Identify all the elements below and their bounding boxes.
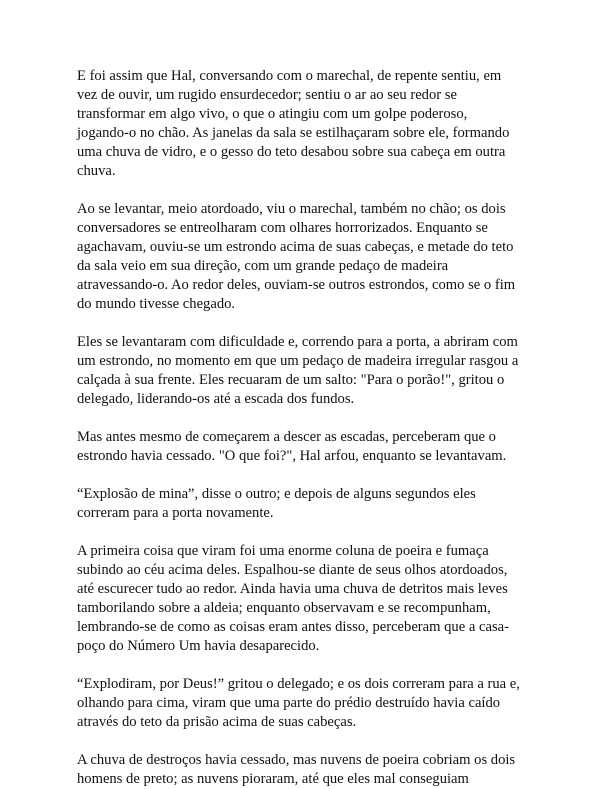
text-line: jogando-o no chão. As janelas da sala se estilhaçaram sobre ele, formando bbox=[77, 125, 510, 141]
text-line: uma chuva de vidro, e o gesso do teto desabou sobre sua cabeça em outra bbox=[77, 144, 506, 160]
paragraph-7 bbox=[77, 675, 523, 732]
text-line: transformar em algo vivo, o que o atingiu com um golpe poderoso, bbox=[77, 106, 468, 122]
text-line: Mas antes mesmo de começarem a descer as escadas, perceberam que o bbox=[77, 429, 496, 445]
text-line: poço do Número Um havia desaparecido. bbox=[77, 638, 320, 654]
paragraph-8 bbox=[77, 751, 523, 789]
text-line: A primeira coisa que viram foi uma enorme coluna de poeira e fumaça bbox=[77, 543, 489, 559]
text-line: até escurecer tudo ao redor. Ainda havia uma chuva de detritos mais leves bbox=[77, 581, 508, 597]
paragraph-3 bbox=[77, 333, 523, 409]
text-line: calçada à sua frente. Eles recuaram de um salto: "Para o porão!", gritou o bbox=[77, 372, 505, 388]
text-line: um estrondo, no momento em que um pedaço de madeira irregular rasgou a bbox=[77, 353, 519, 369]
text-line: correram para a porta novamente. bbox=[77, 505, 274, 521]
paragraph-2 bbox=[77, 200, 523, 314]
text-line: olhando para cima, viram que uma parte do prédio destruído havia caído bbox=[77, 695, 501, 711]
text-line: através do teto da prisão acima de suas cabeças. bbox=[77, 714, 357, 730]
text-line: delegado, liderando-os até a escada dos fundos. bbox=[77, 391, 355, 407]
text-line: “Explosão de mina”, disse o outro; e depois de alguns segundos eles bbox=[77, 486, 476, 502]
text-line: homens de preto; as nuvens pioraram, até que eles mal conseguiam bbox=[77, 771, 469, 787]
text-line: conversadores se entreolharam com olhares horrorizados. Enquanto se bbox=[77, 220, 488, 236]
paragraph-1 bbox=[77, 67, 523, 181]
text-line: vez de ouvir, um rugido ensurdecedor; sentiu o ar ao seu redor se bbox=[77, 87, 457, 103]
text-line: subindo ao céu acima deles. Espalhou-se diante de seus olhos atordoados, bbox=[77, 562, 508, 578]
text-line: atravessando-o. Ao redor deles, ouviam-se outros estrondos, como se o fim bbox=[77, 277, 516, 293]
text-line: da sala veio em sua direção, com um grande pedaço de madeira bbox=[77, 258, 449, 274]
text-line: tamborilando sobre a aldeia; enquanto observavam e se recompunham, bbox=[77, 600, 491, 616]
text-line: E foi assim que Hal, conversando com o marechal, de repente sentiu, em bbox=[77, 68, 502, 84]
text-line: estrondo havia cessado. "O que foi?", Hal arfou, enquanto se levantavam. bbox=[77, 448, 507, 464]
text-line: chuva. bbox=[77, 163, 116, 179]
text-line: Ao se levantar, meio atordoado, viu o marechal, também no chão; os dois bbox=[77, 201, 506, 217]
text-line: do mundo tivesse chegado. bbox=[77, 296, 236, 312]
text-line: lembrando-se de como as coisas eram antes disso, perceberam que a casa- bbox=[77, 619, 509, 635]
text-line: Eles se levantaram com dificuldade e, correndo para a porta, a abriram com bbox=[77, 334, 518, 350]
text-line: agachavam, ouviu-se um estrondo acima de suas cabeças, e metade do teto bbox=[77, 239, 514, 255]
text-line: A chuva de destroços havia cessado, mas nuvens de poeira cobriam os dois bbox=[77, 752, 516, 768]
paragraph-4 bbox=[77, 428, 523, 466]
text-line: “Explodiram, por Deus!” gritou o delegado; e os dois correram para a rua e, bbox=[77, 676, 520, 692]
paragraph-6 bbox=[77, 542, 523, 656]
paragraph-5 bbox=[77, 485, 523, 523]
